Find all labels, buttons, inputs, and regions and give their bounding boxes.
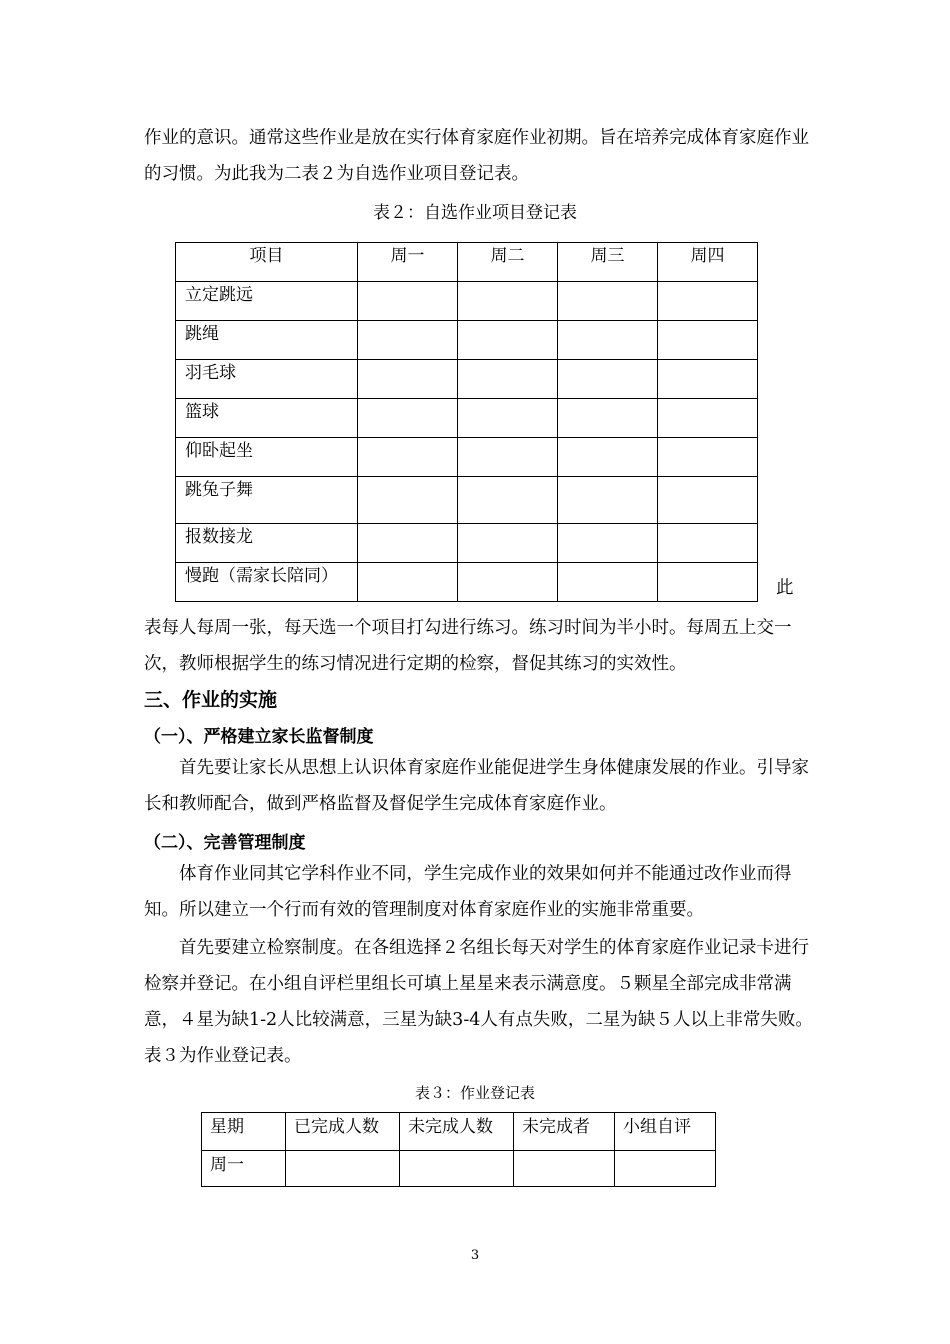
- table2-check-cell: [458, 282, 558, 321]
- table-row: [176, 563, 758, 602]
- table2-check-cell: [358, 563, 458, 602]
- table2-header-cell: 周二: [458, 243, 558, 282]
- table2-header-cell: 项目: [176, 243, 358, 282]
- table2-check-cell: [358, 477, 458, 524]
- table2-header-cell: 周四: [658, 243, 758, 282]
- table2-check-cell: [458, 524, 558, 563]
- sub1-paragraph: 首先要让家长从思想上认识体育家庭作业能促进学生身体健康发展的作业。引导家长和教师配合，做到严格监督及督促学生完成体育家庭作业。: [144, 758, 809, 814]
- subsection-title: （二）、完善管理制度: [144, 833, 306, 853]
- table2-item-cell: 慢跑（需家长陪同）: [176, 563, 358, 602]
- table-row: [176, 477, 758, 524]
- table2-check-cell: [658, 524, 758, 563]
- table-row: [176, 524, 758, 563]
- table3-empty-cell: [615, 1151, 716, 1187]
- table2-caption: 表２：自选作业项目登记表: [373, 203, 577, 223]
- table3-header-cell: 未完成者: [514, 1113, 615, 1151]
- page-number: 3: [470, 1248, 480, 1263]
- table2-item-cell: 报数接龙: [176, 524, 358, 563]
- section-title: 三、作业的实施: [144, 689, 278, 711]
- table2-item-cell: 篮球: [176, 399, 358, 438]
- intro-paragraph: 作业的意识。通常这些作业是放在实行体育家庭作业初期。旨在培养完成体育家庭作业的习惯。为此我为二表２为自选作业项目登记表。: [144, 128, 809, 184]
- table2-check-cell: [358, 282, 458, 321]
- table3-header-row: [202, 1113, 716, 1151]
- table3-header-cell: 已完成人数: [286, 1113, 400, 1151]
- table2-item-cell: 羽毛球: [176, 360, 358, 399]
- table2-check-cell: [658, 438, 758, 477]
- table2-check-cell: [458, 438, 558, 477]
- table-row: [176, 282, 758, 321]
- table2-check-cell: [458, 321, 558, 360]
- table2-check-cell: [558, 477, 658, 524]
- table2-check-cell: [658, 563, 758, 602]
- table2-item-cell: 立定跳远: [176, 282, 358, 321]
- table-row: [176, 321, 758, 360]
- table2-check-cell: [358, 360, 458, 399]
- table3-homework-register: [201, 1112, 716, 1187]
- table2-check-cell: [358, 399, 458, 438]
- table2-check-cell: [658, 321, 758, 360]
- table2-check-cell: [558, 438, 658, 477]
- after-table-tail: 此: [776, 578, 794, 598]
- table2-check-cell: [658, 477, 758, 524]
- table2-check-cell: [658, 399, 758, 438]
- table3-empty-cell: [286, 1151, 400, 1187]
- sub2-paragraph-1: 体育作业同其它学科作业不同，学生完成作业的效果如何并不能通过改作业而得知。所以建立一个行而有效的管理制度对体育家庭作业的实施非常重要。: [144, 864, 792, 920]
- table2-header-cell: 周一: [358, 243, 458, 282]
- table3-caption: 表３：作业登记表: [414, 1084, 535, 1102]
- table2-check-cell: [458, 477, 558, 524]
- table3-empty-cell: [400, 1151, 514, 1187]
- table3-header-cell: 小组自评: [615, 1113, 716, 1151]
- table2-check-cell: [458, 563, 558, 602]
- table-row: [176, 438, 758, 477]
- table2-check-cell: [458, 399, 558, 438]
- table2-check-cell: [358, 321, 458, 360]
- after-table-paragraph: 表每人每周一张，每天选一个项目打勾进行练习。练习时间为半小时。每周五上交一次，教师根据学生的练习情况进行定期的检察，督促其练习的实效性。: [144, 618, 792, 674]
- table2-check-cell: [558, 360, 658, 399]
- sub2-paragraph-2: 首先要建立检察制度。在各组选择２名组长每天对学生的体育家庭作业记录卡进行检察并登记。在小组自评栏里组长可填上星星来表示满意度。５颗星全部完成非常满意，４星为缺1-2人比较满意，三星为缺3-4人有点失败，二星为缺５人以上非常失败。表３为作业登记表。: [144, 938, 813, 1066]
- table-row: [176, 399, 758, 438]
- table2-item-cell: 仰卧起坐: [176, 438, 358, 477]
- table2-check-cell: [558, 399, 658, 438]
- table2-check-cell: [558, 282, 658, 321]
- table3-day-cell: 周一: [202, 1151, 286, 1187]
- table2-check-cell: [358, 524, 458, 563]
- table2-check-cell: [658, 282, 758, 321]
- table2-self-selected-homework: [175, 242, 758, 602]
- table2-check-cell: [358, 438, 458, 477]
- table3-empty-cell: [514, 1151, 615, 1187]
- table2-check-cell: [558, 321, 658, 360]
- subsection-title: （一）、严格建立家长监督制度: [144, 727, 374, 747]
- table2-header-cell: 周三: [558, 243, 658, 282]
- table-row: [202, 1151, 716, 1187]
- table2-check-cell: [558, 524, 658, 563]
- table3-header-cell: 星期: [202, 1113, 286, 1151]
- table2-item-cell: 跳绳: [176, 321, 358, 360]
- table-row: [176, 360, 758, 399]
- table2-header-row: [176, 243, 758, 282]
- table3-header-cell: 未完成人数: [400, 1113, 514, 1151]
- table2-check-cell: [658, 360, 758, 399]
- table2-item-cell: 跳兔子舞: [176, 477, 358, 524]
- table2-check-cell: [558, 563, 658, 602]
- table2-check-cell: [458, 360, 558, 399]
